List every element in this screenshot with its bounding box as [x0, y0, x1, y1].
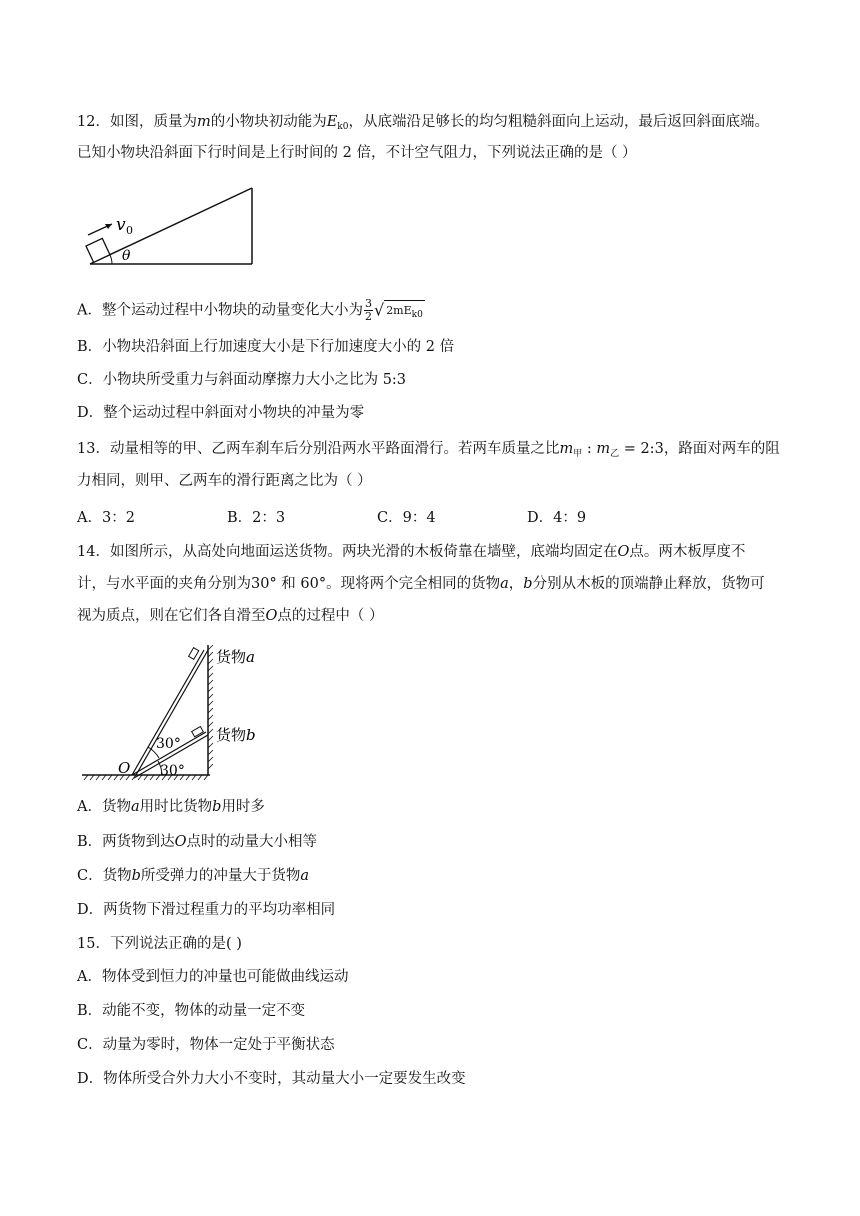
v0-label: v: [116, 215, 126, 235]
angle-label-lower: 30°: [160, 763, 185, 779]
q12-stem-line1: 12．如图，质量为m的小物块初动能为$E_{k0}$，从底端沿足够长的均匀粗糙斜面向上运动，最后返回斜面底端。: [77, 114, 769, 132]
q12-option-d: D．整个运动过程中斜面对小物块的冲量为零: [77, 405, 365, 421]
q14-option-a: A．货物a用时比货物b用时多: [77, 799, 265, 815]
q13-option-c: C．9：4: [377, 510, 436, 526]
q13-option-a: A．3：2: [77, 510, 135, 526]
q15-option-c: C．动量为零时，物体一定处于平衡状态: [77, 1037, 335, 1053]
q14-option-d: D．两货物下滑过程重力的平均功率相同: [77, 902, 336, 918]
q14-option-b: B．两货物到达O点时的动量大小相等: [77, 834, 318, 850]
q12-stem-line2: 已知小物块沿斜面下行时间是上行时间的 2 倍，不计空气阻力，下列说法正确的是（ ）: [77, 145, 637, 161]
cargo-b-label: 货物b: [216, 726, 256, 744]
q15-option-b: B．动能不变，物体的动量一定不变: [77, 1003, 306, 1019]
q14-option-c: C．货物b所受弹力的冲量大于货物a: [77, 868, 310, 884]
theta-label: θ: [122, 248, 131, 264]
q12-option-b: B．小物块沿斜面上行加速度大小是下行加速度大小的 2 倍: [77, 339, 455, 355]
cargo-a-label: 货物a: [216, 648, 255, 666]
q13-stem-line1: 13．动量相等的甲、乙两车刹车后分别沿两水平路面滑行。若两车质量之比$m_甲$ : $m_乙$ = 2:3，路面对两车的阻: [77, 441, 780, 459]
mass-symbol: m: [196, 114, 211, 130]
q14-boards-figure: [80, 640, 280, 782]
q14-stem-line3: 视为质点，则在它们各自滑至O点的过程中（ ）: [77, 608, 384, 624]
q14-stem-line2: 计，与水平面的夹角分别为30° 和 60°。现将两个完全相同的货物a，b分别从木板的顶端静止释放，货物可: [77, 576, 765, 592]
q15-stem: 15．下列说法正确的是( ): [77, 936, 242, 952]
q15-option-d: D．物体所受合外力大小不变时，其动量大小一定要发生改变: [77, 1071, 466, 1087]
q13-option-b: B．2：3: [227, 510, 286, 526]
q12-option-c: C．小物块所受重力与斜面动摩擦力大小之比为 5:3: [77, 372, 407, 388]
point-o-label: O: [118, 759, 131, 777]
q13-option-d: D．4：9: [527, 510, 587, 526]
q12-incline-figure: [82, 180, 262, 270]
q14-stem-line1: 14．如图所示，从高处向地面运送货物。两块光滑的木板倚靠在墙壁，底端均固定在O点。两木板厚度不: [77, 544, 746, 560]
q12-option-a: A．整个运动过程中小物块的动量变化大小为 $\frac{3}{2}$ √ $2mE_{k0}$: [77, 297, 423, 323]
q13-stem-line2: 力相同，则甲、乙两车的滑行距离之比为（ ）: [77, 473, 372, 489]
angle-label-upper: 30°: [156, 736, 181, 752]
q15-option-a: A．物体受到恒力的冲量也可能做曲线运动: [77, 969, 349, 985]
svg-text:0: 0: [126, 224, 133, 237]
sqrt-expression: $2mE_{k0}$: [384, 300, 425, 325]
fraction: $\frac{3}{2}$: [364, 297, 372, 323]
energy-symbol: E: [326, 114, 338, 130]
